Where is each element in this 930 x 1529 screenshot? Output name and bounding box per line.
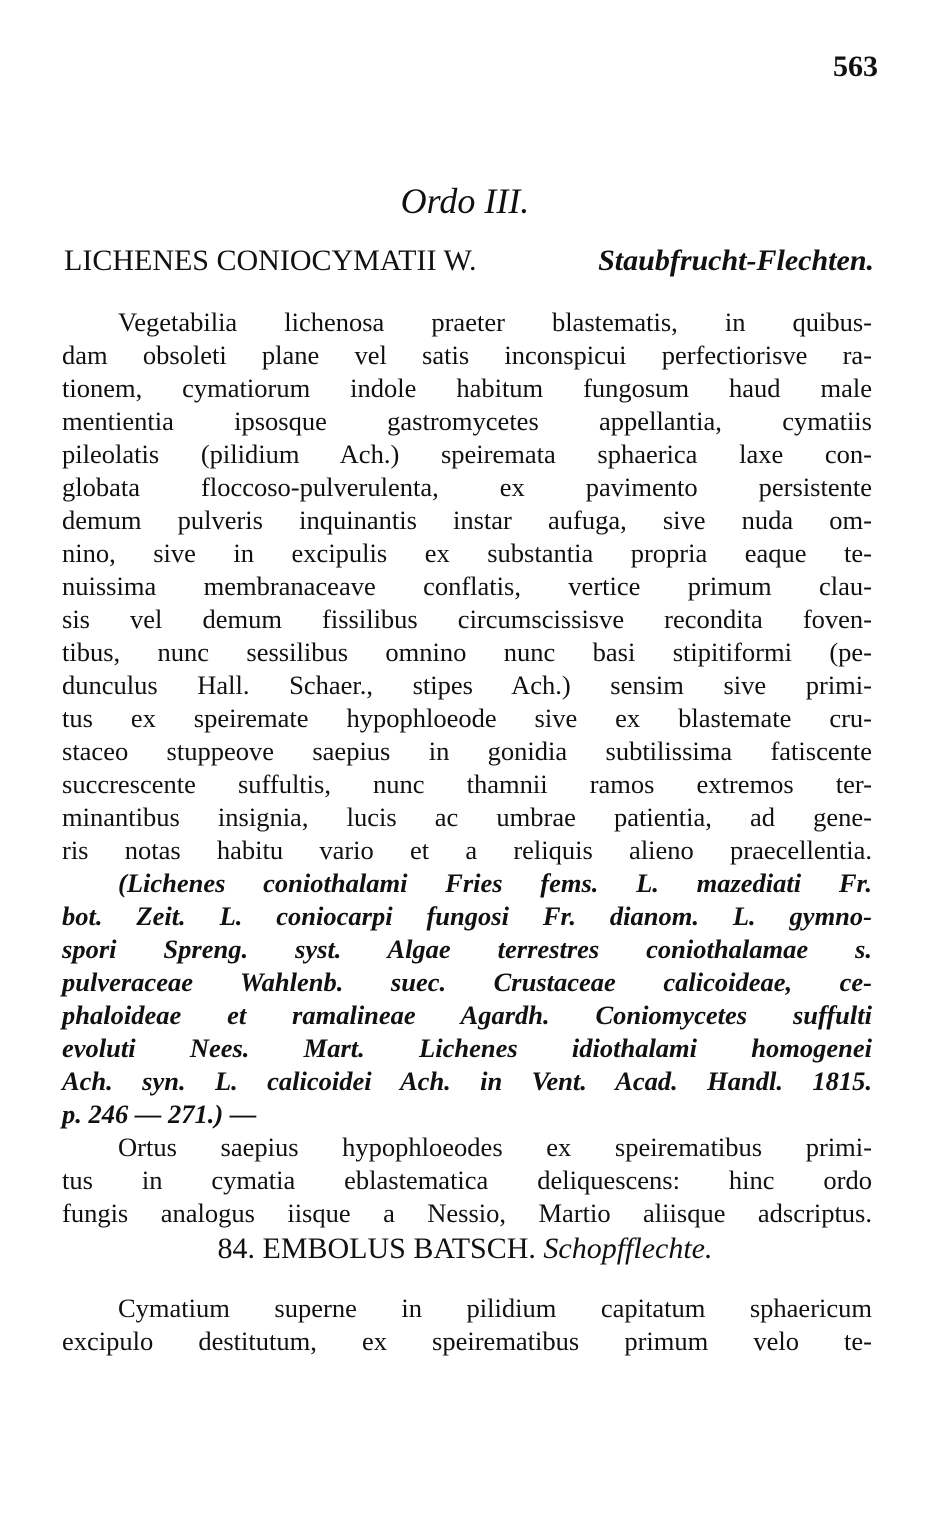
text-line: sis vel demum fissilibus circumscissisve recondita foven- — [62, 604, 872, 634]
text-line: pulveraceae Wahlenb. suec. Crustaceae calicoideae, ce- — [62, 967, 872, 997]
order-title-german: Staubfrucht-Flechten. — [598, 244, 874, 277]
text-line: tionem, cymatiorum indole habitum fungosum haud male — [62, 373, 872, 403]
text-line: mentientia ipsosque gastromycetes appellantia, cymatiis — [62, 406, 872, 436]
text-line: succrescente suffultis, nunc thamnii ramos extremos ter- — [62, 769, 872, 799]
text-line: dunculus Hall. Schaer., stipes Ach.) sensim sive primi- — [62, 670, 872, 700]
order-heading: Ordo III. — [400, 181, 530, 221]
text-line: Ach. syn. L. calicoidei Ach. in Vent. Acad. Handl. 1815. — [62, 1066, 872, 1096]
text-line: Cymatium superne in pilidium capitatum sphaericum — [118, 1293, 872, 1323]
text-line: minantibus insignia, lucis ac umbrae patientia, ad gene- — [62, 802, 872, 832]
text-line: spori Spreng. syst. Algae terrestres coniothalamae s. — [62, 934, 872, 964]
text-line: bot. Zeit. L. coniocarpi fungosi Fr. dianom. L. gymno- — [62, 901, 872, 931]
text-line: globata floccoso-pulverulenta, ex pavimento persistente — [62, 472, 872, 502]
text-line: Ortus saepius hypophloeodes ex speirematibus primi- — [118, 1132, 872, 1162]
text-line: tus in cymatia eblastematica deliquescens: hinc ordo — [62, 1165, 872, 1195]
text-line: phaloideae et ramalineae Agardh. Coniomycetes suffulti — [62, 1000, 872, 1030]
text-line: staceo stuppeove saepius in gonidia subtilissima fatiscente — [62, 736, 872, 766]
text-line: evoluti Nees. Mart. Lichenes idiothalami homogenei — [62, 1033, 872, 1063]
text-line: pileolatis (pilidium Ach.) speiremata sphaerica laxe con- — [62, 439, 872, 469]
text-line: ris notas habitu vario et a reliquis alieno praecellentia. — [62, 835, 872, 865]
order-title — [64, 244, 874, 278]
text-line: nino, sive in excipulis ex substantia propria eaque te- — [62, 538, 872, 568]
text-line: (Lichenes coniothalami Fries fems. L. mazediati Fr. — [118, 868, 872, 898]
text-line: fungis analogus iisque a Nessio, Martio aliisque adscriptus. — [62, 1198, 872, 1228]
page-number: 563 — [833, 50, 878, 83]
text-line: tibus, nunc sessilibus omnino nunc basi stipitiformi (pe- — [62, 637, 872, 667]
genus-name: EMBOLUS BATSCH. — [262, 1232, 536, 1265]
text-line: nuissima membranaceave conflatis, vertice primum clau- — [62, 571, 872, 601]
genus-number: 84. — [217, 1232, 255, 1265]
text-line: Vegetabilia lichenosa praeter blastematis, in quibus- — [118, 307, 872, 337]
genus-german-name: Schopfflechte. — [543, 1232, 713, 1265]
text-line: dam obsoleti plane vel satis inconspicui perfectiorisve ra- — [62, 340, 872, 370]
text-line: tus ex speiremate hypophloeode sive ex blastemate cru- — [62, 703, 872, 733]
text-line: excipulo destitutum, ex speirematibus primum velo te- — [62, 1326, 872, 1356]
text-line: demum pulveris inquinantis instar aufuga, sive nuda om- — [62, 505, 872, 535]
genus-heading — [0, 1232, 930, 1266]
order-title-latin: LICHENES CONIOCYMATII W. — [64, 244, 477, 277]
text-line: p. 246 — 271.) — — [62, 1099, 257, 1129]
